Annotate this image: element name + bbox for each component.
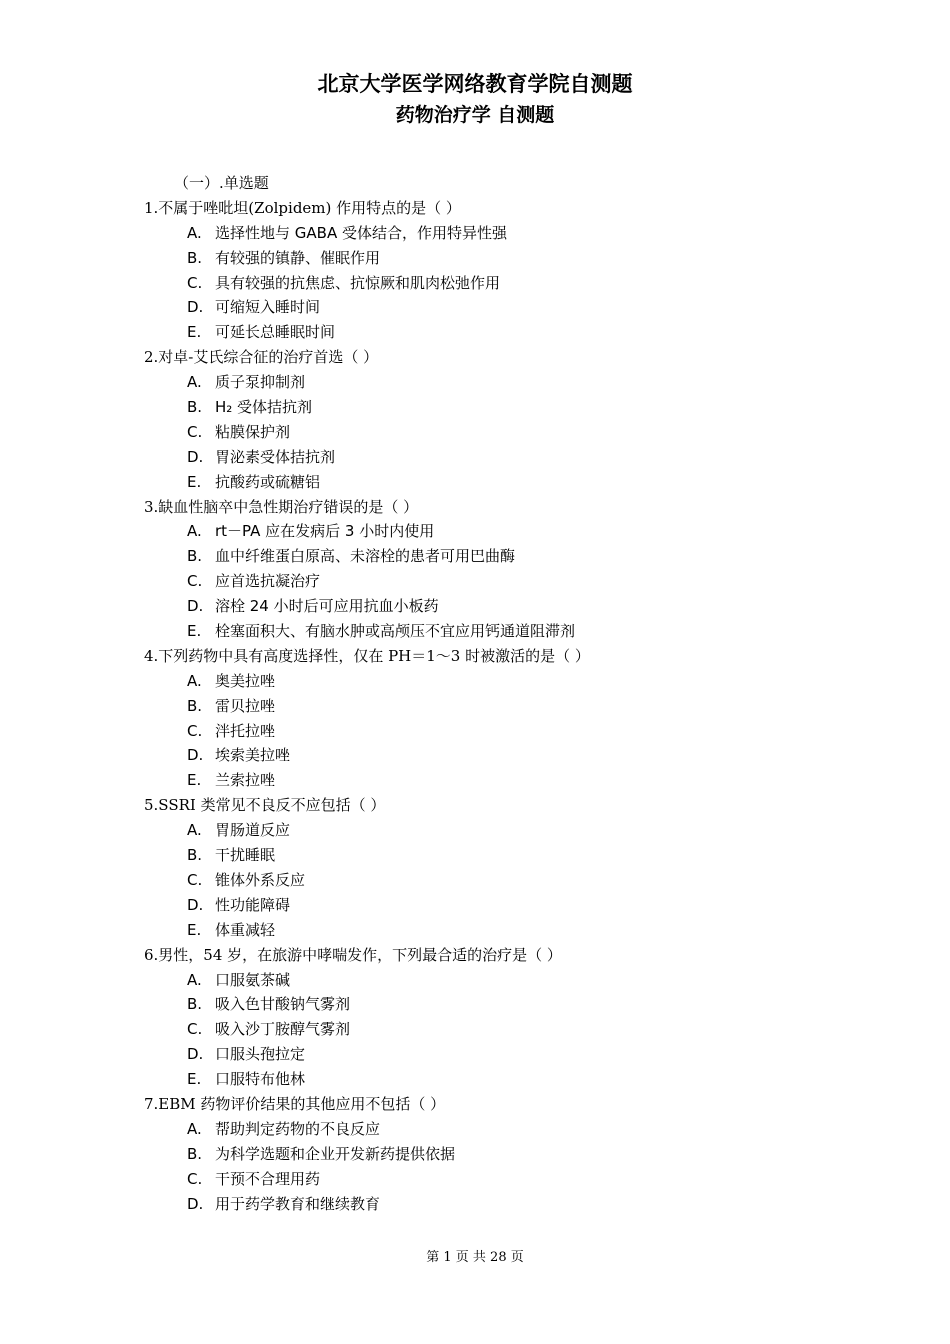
option-text: 体重减轻 (215, 920, 276, 939)
option-label: C. (187, 273, 203, 292)
option-label: A. (187, 1119, 202, 1138)
answer-option (0, 992, 950, 1017)
question-stem: 1.不属于唑吡坦(Zolpidem) 作用特点的是（ ） (144, 198, 461, 217)
option-label: B. (187, 398, 203, 417)
option-text: 奥美拉唑 (215, 671, 276, 690)
answer-option (0, 694, 950, 719)
answer-option (0, 1142, 950, 1167)
answer-option (0, 470, 950, 495)
answer-option (0, 743, 950, 768)
answer-option (0, 519, 950, 544)
option-label: B. (187, 696, 203, 715)
answer-option (0, 768, 950, 793)
answer-option (0, 320, 950, 345)
answer-option (0, 1042, 950, 1067)
answer-option (0, 370, 950, 395)
option-text: rt－PA 应在发病后 3 小时内使用 (215, 522, 435, 541)
option-label: E. (187, 323, 202, 342)
option-label: E. (187, 1070, 202, 1089)
option-text: 粘膜保护剂 (215, 422, 291, 441)
answer-option (0, 1067, 950, 1092)
answer-option (0, 1192, 950, 1217)
answer-option (0, 968, 950, 993)
answer-option (0, 868, 950, 893)
option-label: E. (187, 472, 202, 491)
option-text: 质子泵抑制剂 (215, 373, 306, 392)
option-text: 性功能障碍 (215, 895, 291, 914)
answer-option (0, 619, 950, 644)
answer-option (0, 221, 950, 246)
option-text: 抗酸药或硫糖铝 (215, 472, 321, 491)
answer-option (0, 1117, 950, 1142)
question-stem: 3.缺血性脑卒中急性期治疗错误的是（ ） (144, 497, 419, 516)
option-label: D. (187, 895, 204, 914)
option-text: 胃泌素受体拮抗剂 (215, 447, 336, 466)
option-text: 泮托拉唑 (215, 721, 276, 740)
option-text: H₂ 受体拮抗剂 (215, 398, 313, 417)
option-label: C. (187, 870, 203, 889)
option-text: 具有较强的抗焦虑、抗惊厥和肌肉松弛作用 (215, 273, 501, 292)
option-label: E. (187, 771, 202, 790)
question-list (0, 171, 950, 1216)
option-label: A. (187, 970, 202, 989)
document-title: 北京大学医学网络教育学院自测题 (317, 72, 633, 96)
option-label: C. (187, 572, 203, 591)
question-stem: 4.下列药物中具有高度选择性，仅在 PH＝1～3 时被激活的是（ ） (144, 646, 590, 665)
option-text: 口服头孢拉定 (215, 1045, 306, 1064)
answer-option (0, 569, 950, 594)
option-label: B. (187, 547, 203, 566)
page-footer: 第 1 页 共 28 页 (426, 1250, 524, 1265)
option-text: 胃肠道反应 (215, 821, 291, 840)
option-text: 口服氨茶碱 (215, 970, 291, 989)
option-label: C. (187, 1169, 203, 1188)
option-text: 埃索美拉唑 (215, 746, 291, 765)
question-stem: 2.对卓-艾氏综合征的治疗首选（ ） (144, 348, 379, 367)
option-label: B. (187, 1144, 203, 1163)
questions-container (0, 196, 950, 1217)
document-subtitle: 药物治疗学 自测题 (395, 104, 555, 126)
option-label: C. (187, 721, 203, 740)
answer-option (0, 1167, 950, 1192)
option-text: 吸入色甘酸钠气雾剂 (215, 995, 351, 1014)
option-text: 有较强的镇静、催眠作用 (215, 248, 381, 267)
answer-option (0, 1017, 950, 1042)
question-stem: 7.EBM 药物评价结果的其他应用不包括（ ） (144, 1094, 446, 1113)
option-text: 选择性地与 GABA 受体结合，作用特异性强 (215, 223, 507, 242)
option-label: D. (187, 597, 204, 616)
option-text: 应首选抗凝治疗 (215, 572, 321, 591)
option-label: A. (187, 522, 202, 541)
question-stem: 5.SSRI 类常见不良反不应包括（ ） (144, 796, 386, 815)
option-label: E. (187, 622, 202, 641)
option-label: B. (187, 995, 203, 1014)
option-text: 雷贝拉唑 (215, 696, 276, 715)
option-label: C. (187, 1020, 203, 1039)
answer-option (0, 246, 950, 271)
option-text: 锥体外系反应 (215, 870, 306, 889)
option-text: 吸入沙丁胺醇气雾剂 (215, 1020, 351, 1039)
answer-option (0, 295, 950, 320)
option-label: A. (187, 373, 202, 392)
option-text: 为科学选题和企业开发新药提供依据 (215, 1144, 456, 1163)
answer-option (0, 594, 950, 619)
option-text: 可缩短入睡时间 (215, 298, 321, 317)
option-label: B. (187, 248, 203, 267)
option-label: B. (187, 846, 203, 865)
option-label: A. (187, 223, 202, 242)
option-label: D. (187, 1045, 204, 1064)
option-label: D. (187, 746, 204, 765)
option-label: D. (187, 447, 204, 466)
answer-option (0, 445, 950, 470)
section-heading: （一）.单选题 (174, 174, 269, 192)
option-text: 兰索拉唑 (215, 771, 276, 790)
option-text: 用于药学教育和继续教育 (215, 1194, 381, 1213)
answer-option (0, 544, 950, 569)
answer-option (0, 843, 950, 868)
option-text: 口服特布他林 (215, 1070, 306, 1089)
option-text: 干扰睡眠 (215, 846, 276, 865)
answer-option (0, 719, 950, 744)
option-text: 栓塞面积大、有脑水肿或高颅压不宜应用钙通道阻滞剂 (215, 622, 576, 641)
answer-option (0, 669, 950, 694)
option-text: 干预不合理用药 (215, 1169, 321, 1188)
question-stem: 6.男性，54 岁，在旅游中哮喘发作，下列最合适的治疗是（ ） (144, 945, 562, 964)
option-text: 帮助判定药物的不良反应 (215, 1119, 381, 1138)
option-text: 溶栓 24 小时后可应用抗血小板药 (215, 597, 439, 616)
option-label: D. (187, 298, 204, 317)
answer-option (0, 271, 950, 296)
option-text: 血中纤维蛋白原高、未溶栓的患者可用巴曲酶 (215, 547, 516, 566)
option-label: D. (187, 1194, 204, 1213)
answer-option (0, 818, 950, 843)
answer-option (0, 893, 950, 918)
answer-option (0, 420, 950, 445)
answer-option (0, 918, 950, 943)
option-label: E. (187, 920, 202, 939)
option-label: A. (187, 671, 202, 690)
answer-option (0, 395, 950, 420)
option-label: A. (187, 821, 202, 840)
option-label: C. (187, 422, 203, 441)
option-text: 可延长总睡眠时间 (215, 323, 336, 342)
